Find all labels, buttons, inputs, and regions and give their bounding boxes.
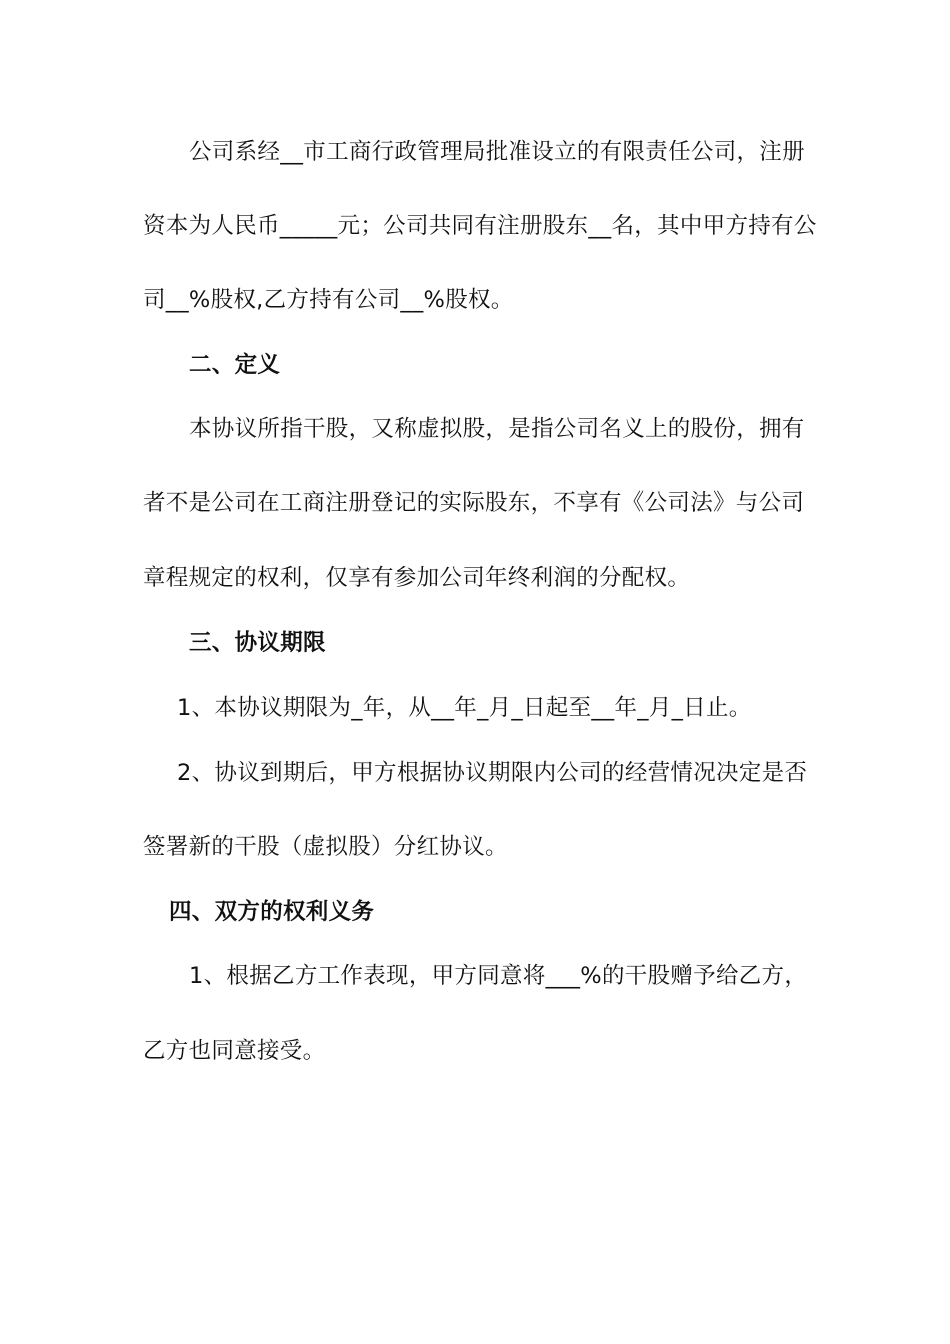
paragraph-line: 乙方也同意接受。	[143, 1038, 326, 1064]
paragraph-line: 资本为人民币_____元；公司共同有注册股东__名，其中甲方持有公	[143, 213, 817, 239]
section-heading: 三、协议期限	[189, 630, 326, 656]
paragraph-line: 1、根据乙方工作表现，甲方同意将___%的干股赠予给乙方，	[189, 963, 808, 989]
paragraph-line: 公司系经__市工商行政管理局批准设立的有限责任公司，注册	[189, 139, 805, 165]
paragraph-line: 2、协议到期后，甲方根据协议期限内公司的经营情况决定是否	[177, 760, 808, 786]
paragraph-line: 1、本协议期限为_年，从__年_月_日起至__年_月_日止。	[177, 695, 752, 721]
paragraph-line: 章程规定的权利，仅享有参加公司年终利润的分配权。	[143, 565, 691, 591]
section-heading: 四、双方的权利义务	[169, 899, 375, 925]
paragraph-line: 者不是公司在工商注册登记的实际股东，不享有《公司法》与公司	[143, 490, 805, 516]
paragraph-line: 本协议所指干股，又称虚拟股，是指公司名义上的股份，拥有	[189, 416, 805, 442]
paragraph-line: 司__%股权,乙方持有公司__%股权。	[143, 287, 514, 313]
paragraph-line: 签署新的干股（虚拟股）分红协议。	[143, 834, 508, 860]
section-heading: 二、定义	[189, 352, 281, 378]
